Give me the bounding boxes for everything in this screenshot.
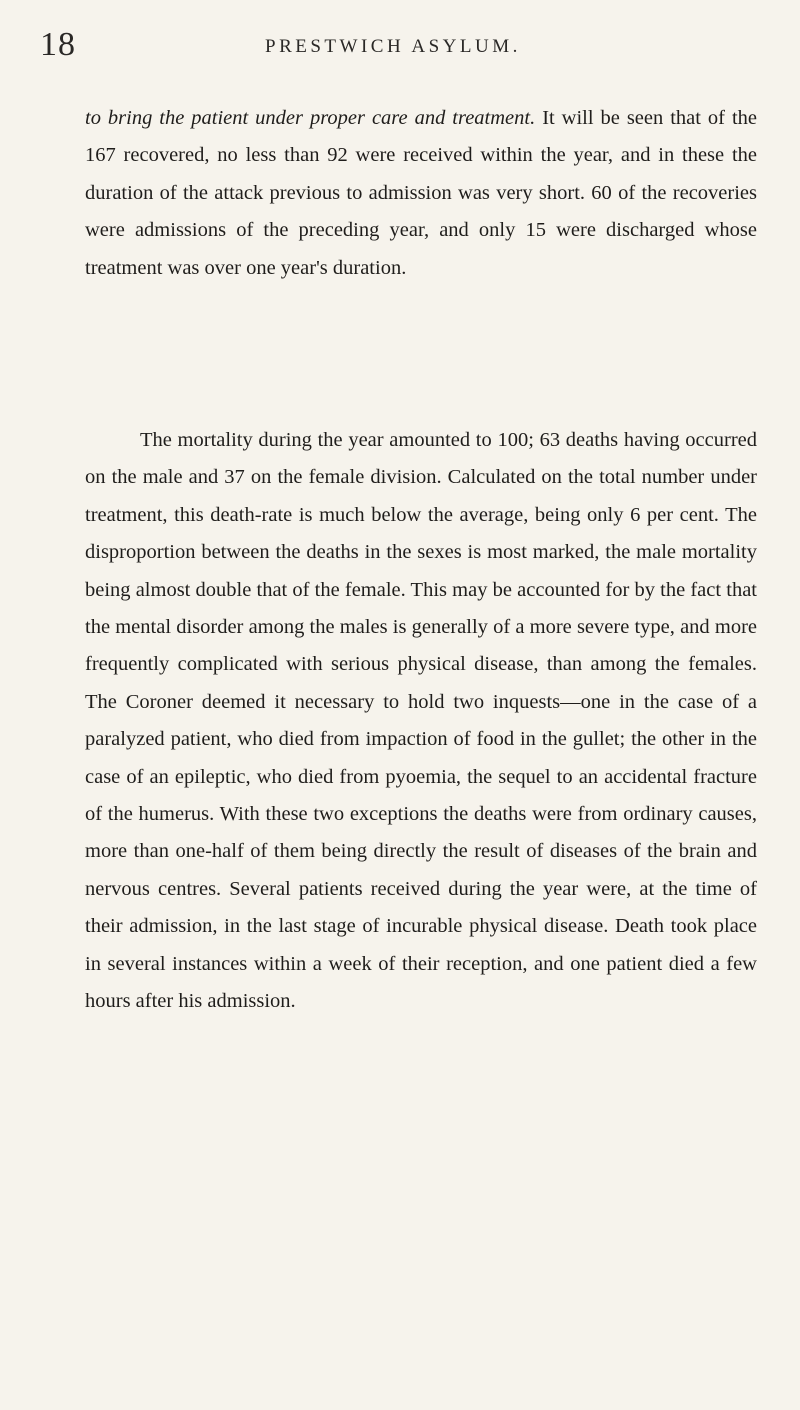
running-head xyxy=(40,26,770,66)
running-title: PRESTWICH ASYLUM. xyxy=(265,36,521,57)
italic-lead-phrase: to bring the patient under proper care and treatment. xyxy=(85,107,536,129)
paragraph-mortality: The mortality during the year amounted to 100; 63 deaths having occurred on the male and 37 on the female division. Calculated on the total number under treatment, this death-rate is much below the average, being only 6 per cent. The disproportion between the deaths in the sexes is most marked, the male mortality being almost double that of the female. This may be accounted for by the fact that the mental disorder among the males is generally of a more severe type, and more frequently complicated with serious physical disease, than among the females. The Coroner deemed it necessary to hold two inquests—one in the case of a paralyzed patient, who died from impaction of food in the gullet; the other in the case of an epileptic, who died from pyoemia, the sequel to an accidental fracture of the humerus. With these two exceptions the deaths were from ordinary causes, more than one-half of them being directly the result of diseases of the brain and nervous centres. Several patients received during the year were, at the time of their admission, in the last stage of incurable physical disease. Death took place in several instances within a week of their reception, and one patient died a few hours after his admission. xyxy=(85,429,757,1013)
page-number: 18 xyxy=(40,26,76,63)
paragraph-recoveries-text: It will be seen that of the 167 recovered, no less than 92 were received within the year, and in these the duration of the attack previous to admission was very short. 60 of the recoveries were admissions of the preceding year, and only 15 were discharged whose treatment was over one year's duration. xyxy=(85,107,757,279)
paragraph-recoveries xyxy=(85,100,757,287)
